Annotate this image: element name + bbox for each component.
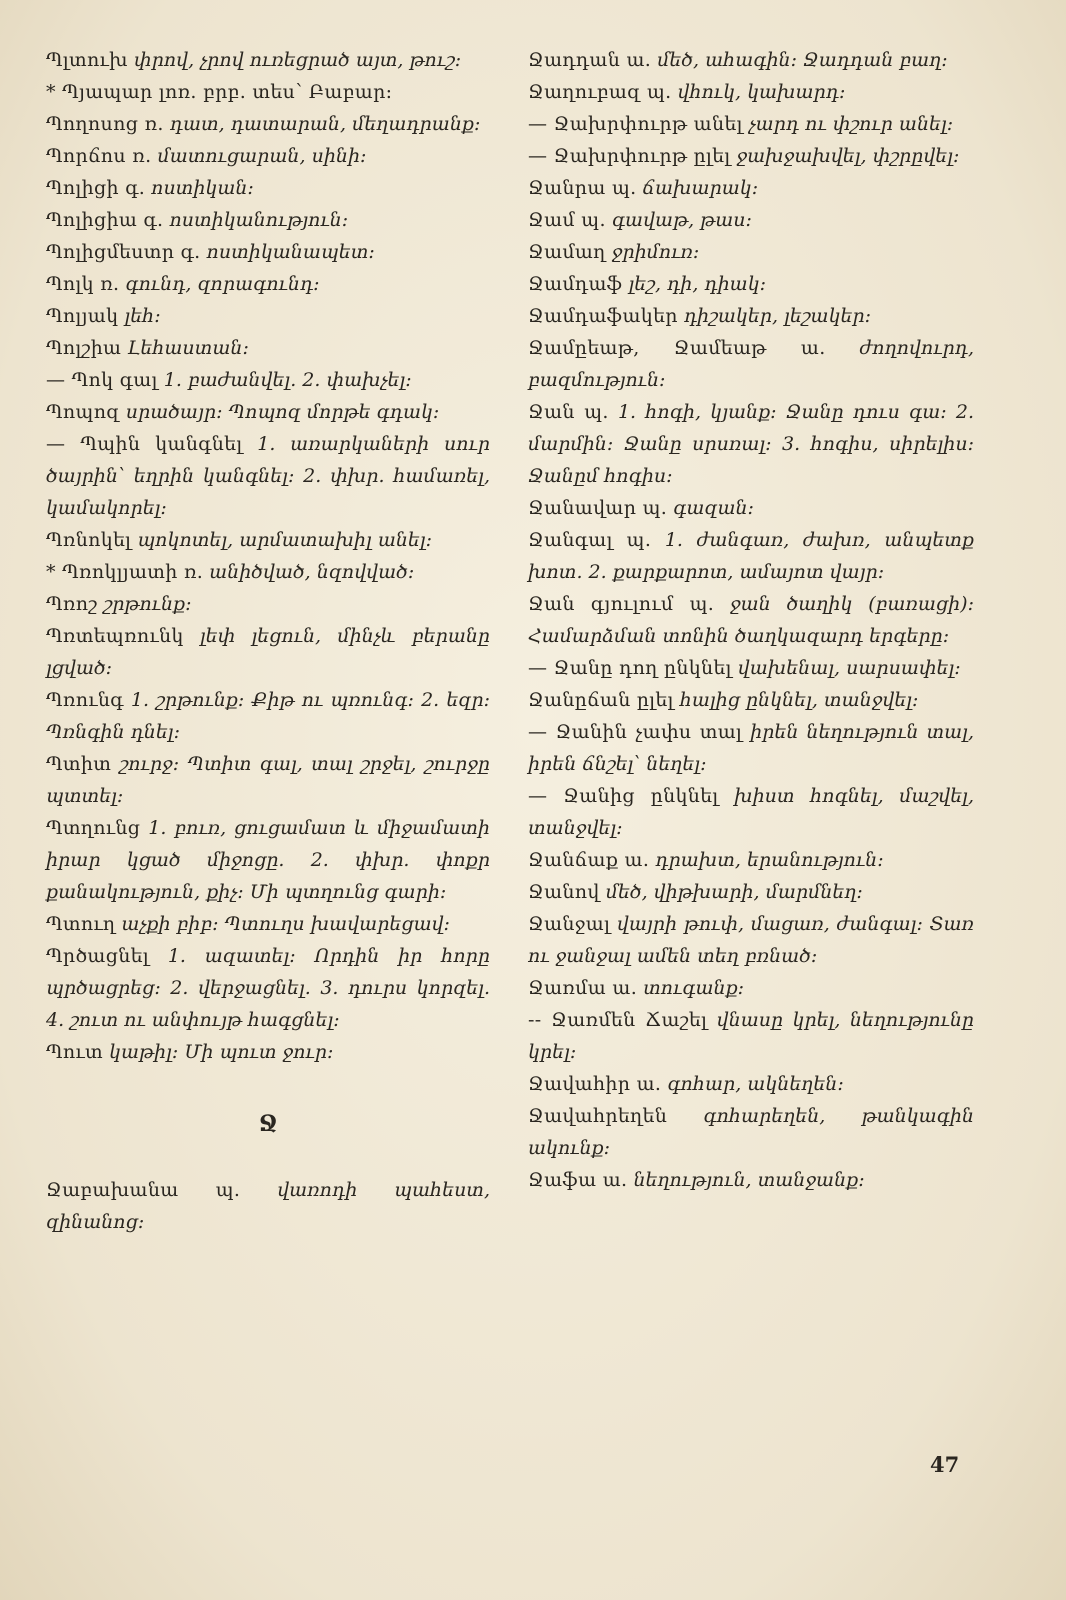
dictionary-entry (528, 108, 974, 140)
dictionary-entry (528, 844, 974, 876)
dictionary-entry (46, 108, 490, 140)
entry-definition: 1. բաժանվել. 2. փախչել: (163, 369, 412, 391)
entry-definition: գավաթ, թաս: (611, 209, 752, 231)
dictionary-entry (46, 748, 490, 812)
entry-headword: * Պռոկլյատի ռ. (46, 561, 204, 583)
entry-definition: տուգանք: (643, 977, 745, 999)
dictionary-entry (46, 140, 490, 172)
dictionary-entry (528, 492, 974, 524)
entry-definition: իրեն նեղություն տալ, իրեն ճնշել՝ նեղել: (528, 721, 975, 775)
entry-definition: Լեհաստան: (127, 337, 249, 359)
entry-headword: Պոլիցի գ. (46, 177, 146, 199)
entry-headword: Պռոշ (46, 593, 98, 615)
entry-definition: նեղություն, տանջանք: (633, 1169, 865, 1191)
dictionary-entry (528, 396, 974, 492)
entry-definition: լեփ լեցուն, մինչև բերանը լցված: (46, 625, 491, 679)
dictionary-entry (528, 300, 974, 332)
entry-definition: վախենալ, սարսափել: (737, 657, 961, 679)
dictionary-entry (528, 1004, 974, 1068)
entry-definition: գունդ, զորագունդ: (125, 273, 320, 295)
entry-headword: Պլտուխ (46, 49, 128, 71)
entry-headword: Ջավահրեղեն (528, 1105, 668, 1127)
dictionary-entry (528, 140, 974, 172)
dictionary-entry (46, 204, 490, 236)
entry-definition: 1. ժանգառ, ժախռ, անպետք խոտ. 2. քարքարոտ, ամայոտ վայր: (528, 529, 974, 583)
entry-headword: Ջանգալ պ. (528, 529, 652, 551)
entry-definition: դիշակեր, լեշակեր: (683, 305, 872, 327)
dictionary-entry (528, 236, 974, 268)
entry-definition: պոկոտել, արմատախիլ անել: (137, 529, 433, 551)
entry-headword: Ջառմա ա. (528, 977, 638, 999)
entry-definition: աչքի բիբ: Պտուղս խավարեցավ: (121, 913, 450, 935)
dictionary-entry (46, 812, 490, 908)
entry-headword: Պտղունց (46, 817, 141, 839)
entry-headword: Պռունգ (46, 689, 124, 711)
dictionary-entry (528, 76, 974, 108)
dictionary-entry (46, 268, 490, 300)
entry-definition: գազան: (673, 497, 754, 519)
entry-definition: ճախարակ: (642, 177, 759, 199)
entry-definition: փրով, չրով ուռեցրած այտ, թուշ: (133, 49, 462, 71)
entry-headword: Ջամ պ. (528, 209, 606, 231)
entry-headword: — Ջանին չափս տալ (528, 721, 743, 743)
dictionary-entry (528, 588, 974, 652)
entry-definition: ջրիմուռ: (611, 241, 700, 263)
dictionary-entry (528, 716, 974, 780)
entry-headword: Պուտ (46, 1041, 103, 1063)
entry-definition: լեհ: (124, 305, 161, 327)
entry-definition: գոհար, ակնեղեն: (667, 1073, 844, 1095)
entry-definition: սրածայր: Պոպոզ մորթե գդակ: (125, 401, 440, 423)
dictionary-entry (528, 652, 974, 684)
entry-definition: հալից ընկնել, տանջվել: (679, 689, 919, 711)
entry-definition: վայրի թուփ, մացառ, ժանգալ: Տառ ու ջանջալ ամեն տեղ բռնած: (528, 913, 974, 967)
entry-headword: Ջանրա պ. (528, 177, 637, 199)
dictionary-entry (46, 396, 490, 428)
entry-definition: լեշ, դի, դիակ: (628, 273, 767, 295)
entry-headword: Պտուղ (46, 913, 116, 935)
entry-definition: ժողովուրդ, բազմություն: (528, 337, 975, 391)
entry-headword: Ջանճաք ա. (528, 849, 650, 871)
dictionary-entry (46, 684, 490, 748)
entry-definition: վառոդի պահեստ, զինանոց: (46, 1179, 491, 1233)
dictionary-entry (528, 876, 974, 908)
entry-definition: վհուկ, կախարդ: (677, 81, 846, 103)
dictionary-entry (528, 780, 974, 844)
dictionary-entry (528, 204, 974, 236)
entry-headword: Պռտեպռունկ (46, 625, 184, 647)
entry-headword: Ջաֆա ա. (528, 1169, 628, 1191)
entry-headword: Պոլիցմեստր գ. (46, 241, 201, 263)
right-column (528, 44, 974, 1196)
entry-definition: վնասը կրել, նեղությունը կրել: (528, 1009, 974, 1063)
dictionary-entry (46, 524, 490, 556)
entry-headword: Պռնոկել (46, 529, 132, 551)
entry-headword: — Ջանը դող ընկնել (528, 657, 732, 679)
entry-definition: ոստիկանություն: (169, 209, 349, 231)
entry-definition: 1. շրթունք: Քիթ ու պռունգ: 2. եզր: Պռնգին դնել: (46, 689, 491, 743)
entry-definition: դատ, դատարան, մեղադրանք: (169, 113, 481, 135)
entry-headword: Պոպոզ (46, 401, 120, 423)
entry-headword: Պորճոս ռ. (46, 145, 152, 167)
entry-headword: Ջադդան ա. (528, 49, 652, 71)
dictionary-entry (46, 1174, 490, 1238)
entry-headword: — Ջախրփուրթ ըլել (528, 145, 731, 167)
entry-definition: մատուցարան, սինի: (157, 145, 367, 167)
entry-definition: խիստ հոգնել, մաշվել, տանջվել: (528, 785, 974, 839)
dictionary-entry (528, 1100, 974, 1164)
left-column (46, 44, 490, 1238)
dictionary-entry (528, 908, 974, 972)
entry-definition: շուրջ: Պտիտ գալ, տալ շրջել, շուրջը պտտել: (46, 753, 490, 807)
entry-headword: Ջամդաֆ (528, 273, 623, 295)
dictionary-entry (46, 44, 490, 76)
entry-definition: մեծ, վիթխարի, մարմնեղ: (605, 881, 863, 903)
entry-definition: ոստիկան: (151, 177, 254, 199)
dictionary-entry (46, 172, 490, 204)
entry-headword: — Պոկ գալ (46, 369, 158, 391)
dictionary-entry (46, 940, 490, 1036)
dictionary-entry (46, 300, 490, 332)
entry-headword: Ջաղուբազ պ. (528, 81, 672, 103)
entry-definition: 1. բուռ, ցուցամատ և միջամատի իրար կցած միջոցը. 2. փխր. փոքր քանակություն, քիչ: Մի պտղունց գարի: (46, 817, 490, 903)
entry-headword: Ջան գյուլում պ. (528, 593, 715, 615)
entry-headword: Պոլիցիա գ. (46, 209, 164, 231)
dictionary-entry (528, 1164, 974, 1196)
entry-definition: 1. ազատել: Որդին իր հորը պրծացրեց: 2. վերջացնել. 3. դուրս կորզել. 4. շուտ ու անփույթ հագցնել: (46, 945, 490, 1031)
entry-headword: — Պպին կանգնել (46, 433, 243, 455)
entry-headword: Ջամաղ (528, 241, 606, 263)
dictionary-entry (528, 332, 974, 396)
entry-headword: Ջանջալ (528, 913, 611, 935)
dictionary-entry (46, 588, 490, 620)
entry-headword: — Ջանից ընկնել (528, 785, 719, 807)
dictionary-entry (46, 556, 490, 588)
entry-headword: Պրծացնել (46, 945, 149, 967)
dictionary-entry (528, 172, 974, 204)
entry-definition: անիծված, նզովված: (209, 561, 415, 583)
entry-headword: Ջանավար պ. (528, 497, 668, 519)
dictionary-entry (46, 428, 490, 524)
entry-definition: դրախտ, երանություն: (655, 849, 884, 871)
dictionary-entry (528, 684, 974, 716)
entry-headword: Պոլկ ռ. (46, 273, 120, 295)
dictionary-entry (46, 332, 490, 364)
entry-definition: կաթիլ: Մի պուտ ջուր: (109, 1041, 334, 1063)
entry-headword: Ջամդաֆակեր (528, 305, 678, 327)
entry-definition: 1. հոգի, կյանք: Ջանը դուս գա: 2. մարմին: Ջանը սրսռալ: 3. հոգիս, սիրելիս: Ջանըմ հոգիս: (528, 401, 974, 487)
dictionary-entry (528, 524, 974, 588)
dictionary-entry (46, 364, 490, 396)
section-letter: Ջ (258, 1111, 278, 1137)
dictionary-entry (528, 972, 974, 1004)
entry-headword: Պողոսոց ռ. (46, 113, 164, 135)
dictionary-entry (46, 236, 490, 268)
entry-definition: շրթունք: (103, 593, 192, 615)
entry-definition: 1. առարկաների սուր ծայրին՝ եղրին կանգնել: 2. փխր. համառել, կամակորել: (46, 433, 491, 519)
entry-headword: Ջանըճան ըլել (528, 689, 674, 711)
dictionary-entry (528, 44, 974, 76)
entry-definition: ջախջախվել, փշրըվել: (736, 145, 960, 167)
entry-definition: ոստիկանապետ: (206, 241, 375, 263)
dictionary-entry (46, 620, 490, 684)
entry-definition: ջան ծաղիկ (բառացի): Համարձման տոնին ծաղկազարդ երգերը: (528, 593, 974, 647)
page-number: 47 (930, 1452, 960, 1477)
entry-headword: Ջամըեաթ, Ջամեաթ ա. (528, 337, 826, 359)
entry-definition: չարդ ու փշուր անել: (748, 113, 954, 135)
entry-headword: Պտիտ (46, 753, 112, 775)
dictionary-entry (46, 908, 490, 940)
entry-definition: գոհարեղեն, թանկագին ակունք: (528, 1105, 974, 1159)
entry-headword: Ջանով (528, 881, 600, 903)
dictionary-entry (528, 268, 974, 300)
entry-headword: Պոլյակ (46, 305, 119, 327)
entry-headword: -- Ջառմեն Ճաշել (528, 1009, 708, 1031)
dictionary-entry (46, 1036, 490, 1068)
entry-headword: * Պյապար լոռ. բրբ. տես՝ Բաբար: (46, 81, 393, 103)
entry-headword: Ջավահիր ա. (528, 1073, 662, 1095)
entry-definition: մեծ, ահագին: Ջադդան բաղ: (657, 49, 948, 71)
entry-headword: — Ջախրփուրթ անել (528, 113, 743, 135)
entry-headword: Ջաբախանա պ. (46, 1179, 241, 1201)
entry-headword: Ջան պ. (528, 401, 609, 423)
entry-headword: Պոլշիա (46, 337, 122, 359)
dictionary-entry (46, 76, 490, 108)
dictionary-entry (528, 1068, 974, 1100)
